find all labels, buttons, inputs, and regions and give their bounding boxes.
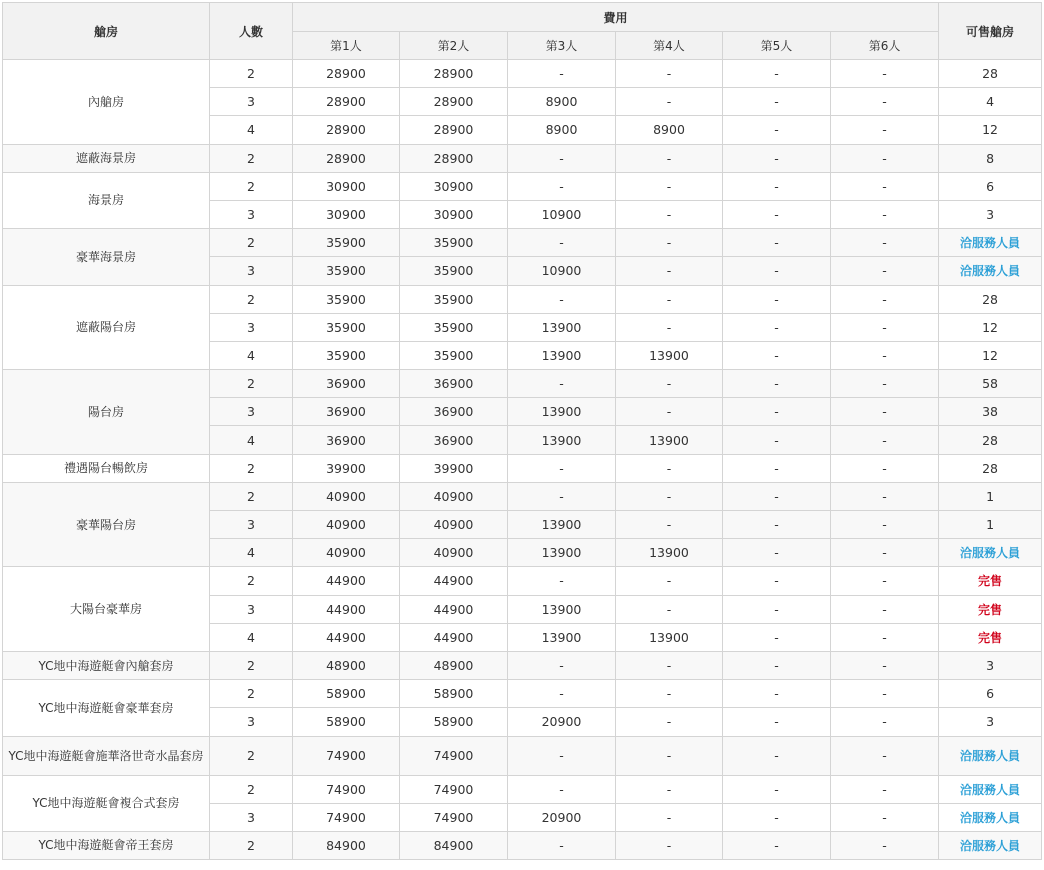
room-name: 內艙房 <box>3 60 210 145</box>
header-person-6: 第6人 <box>831 32 939 60</box>
price-person-4: - <box>616 511 723 539</box>
room-name: YC地中海遊艇會帝王套房 <box>3 831 210 859</box>
available-count: 1 <box>939 482 1042 510</box>
price-person-3: - <box>508 651 616 679</box>
price-person-2: 39900 <box>400 454 508 482</box>
header-room: 艙房 <box>3 3 210 60</box>
price-person-4: - <box>616 651 723 679</box>
available-count: 3 <box>939 651 1042 679</box>
price-person-5: - <box>723 831 831 859</box>
people-count: 2 <box>210 775 293 803</box>
people-count: 2 <box>210 454 293 482</box>
price-person-2: 36900 <box>400 370 508 398</box>
price-person-1: 40900 <box>293 539 400 567</box>
price-person-4: - <box>616 482 723 510</box>
table-row <box>3 144 1042 172</box>
price-person-5: - <box>723 595 831 623</box>
price-person-2: 28900 <box>400 116 508 144</box>
available-count: 28 <box>939 60 1042 88</box>
price-person-6: - <box>831 567 939 595</box>
price-person-6: - <box>831 60 939 88</box>
price-person-1: 44900 <box>293 595 400 623</box>
price-person-3: - <box>508 736 616 775</box>
price-person-4: - <box>616 60 723 88</box>
price-person-2: 28900 <box>400 60 508 88</box>
available-count: 3 <box>939 708 1042 736</box>
price-person-4: 8900 <box>616 116 723 144</box>
price-person-6: - <box>831 680 939 708</box>
price-person-4: - <box>616 313 723 341</box>
people-count: 2 <box>210 680 293 708</box>
price-person-1: 36900 <box>293 370 400 398</box>
price-person-3: - <box>508 831 616 859</box>
sold-out-badge: 完售 <box>939 595 1042 623</box>
price-person-6: - <box>831 88 939 116</box>
price-person-3: - <box>508 482 616 510</box>
table-row <box>3 370 1042 398</box>
price-person-2: 84900 <box>400 831 508 859</box>
contact-staff-link[interactable]: 洽服務人員 <box>939 229 1042 257</box>
price-person-1: 39900 <box>293 454 400 482</box>
price-person-6: - <box>831 398 939 426</box>
people-count: 2 <box>210 482 293 510</box>
price-person-3: 13900 <box>508 539 616 567</box>
price-person-5: - <box>723 144 831 172</box>
room-name: YC地中海遊艇會施華洛世奇水晶套房 <box>3 736 210 775</box>
people-count: 2 <box>210 285 293 313</box>
price-person-1: 30900 <box>293 200 400 228</box>
price-person-4: - <box>616 803 723 831</box>
price-person-5: - <box>723 454 831 482</box>
price-person-2: 36900 <box>400 426 508 454</box>
people-count: 3 <box>210 708 293 736</box>
sold-out-badge: 完售 <box>939 623 1042 651</box>
price-person-3: - <box>508 229 616 257</box>
price-person-3: 20900 <box>508 803 616 831</box>
price-person-6: - <box>831 539 939 567</box>
people-count: 2 <box>210 172 293 200</box>
header-available: 可售艙房 <box>939 3 1042 60</box>
price-person-2: 35900 <box>400 257 508 285</box>
price-person-4: - <box>616 567 723 595</box>
price-person-5: - <box>723 88 831 116</box>
price-person-4: - <box>616 200 723 228</box>
price-person-1: 35900 <box>293 341 400 369</box>
table-row <box>3 651 1042 679</box>
price-person-5: - <box>723 341 831 369</box>
price-person-5: - <box>723 680 831 708</box>
table-row <box>3 775 1042 803</box>
price-person-1: 28900 <box>293 144 400 172</box>
price-person-4: - <box>616 398 723 426</box>
price-person-5: - <box>723 736 831 775</box>
price-person-3: 8900 <box>508 116 616 144</box>
price-person-1: 40900 <box>293 511 400 539</box>
price-person-6: - <box>831 257 939 285</box>
price-person-3: 13900 <box>508 313 616 341</box>
price-person-2: 48900 <box>400 651 508 679</box>
price-person-4: 13900 <box>616 539 723 567</box>
price-person-6: - <box>831 482 939 510</box>
price-person-1: 36900 <box>293 398 400 426</box>
price-person-3: 13900 <box>508 511 616 539</box>
price-person-6: - <box>831 511 939 539</box>
price-person-4: - <box>616 454 723 482</box>
price-person-5: - <box>723 313 831 341</box>
price-person-3: - <box>508 60 616 88</box>
price-person-5: - <box>723 229 831 257</box>
price-person-2: 35900 <box>400 285 508 313</box>
people-count: 2 <box>210 651 293 679</box>
price-person-1: 48900 <box>293 651 400 679</box>
price-person-5: - <box>723 803 831 831</box>
people-count: 2 <box>210 567 293 595</box>
price-person-1: 35900 <box>293 313 400 341</box>
contact-staff-link[interactable]: 洽服務人員 <box>939 539 1042 567</box>
room-name: 禮遇陽台暢飲房 <box>3 454 210 482</box>
price-person-5: - <box>723 116 831 144</box>
price-person-3: - <box>508 454 616 482</box>
available-count: 38 <box>939 398 1042 426</box>
table-row <box>3 482 1042 510</box>
price-person-2: 74900 <box>400 775 508 803</box>
price-person-3: 13900 <box>508 595 616 623</box>
price-person-1: 74900 <box>293 736 400 775</box>
price-person-6: - <box>831 144 939 172</box>
price-person-1: 40900 <box>293 482 400 510</box>
price-person-5: - <box>723 398 831 426</box>
price-person-4: - <box>616 595 723 623</box>
available-count: 12 <box>939 116 1042 144</box>
price-person-6: - <box>831 775 939 803</box>
price-person-2: 58900 <box>400 680 508 708</box>
available-count: 1 <box>939 511 1042 539</box>
cabin-price-table <box>2 2 1042 860</box>
price-person-4: - <box>616 285 723 313</box>
price-person-1: 28900 <box>293 116 400 144</box>
price-person-6: - <box>831 341 939 369</box>
header-person-5: 第5人 <box>723 32 831 60</box>
table-row <box>3 831 1042 859</box>
people-count: 4 <box>210 623 293 651</box>
price-person-2: 58900 <box>400 708 508 736</box>
price-person-2: 28900 <box>400 88 508 116</box>
people-count: 3 <box>210 803 293 831</box>
people-count: 3 <box>210 200 293 228</box>
price-person-4: - <box>616 229 723 257</box>
available-count: 6 <box>939 172 1042 200</box>
table-row <box>3 229 1042 257</box>
price-person-6: - <box>831 831 939 859</box>
price-person-6: - <box>831 172 939 200</box>
price-person-3: - <box>508 680 616 708</box>
header-person-4: 第4人 <box>616 32 723 60</box>
people-count: 2 <box>210 229 293 257</box>
price-person-2: 74900 <box>400 803 508 831</box>
price-person-3: 8900 <box>508 88 616 116</box>
available-count: 6 <box>939 680 1042 708</box>
price-person-5: - <box>723 257 831 285</box>
price-person-6: - <box>831 736 939 775</box>
room-name: 遮蔽海景房 <box>3 144 210 172</box>
price-person-5: - <box>723 623 831 651</box>
people-count: 2 <box>210 60 293 88</box>
price-person-1: 44900 <box>293 623 400 651</box>
price-person-2: 35900 <box>400 341 508 369</box>
price-person-1: 35900 <box>293 285 400 313</box>
contact-staff-link[interactable]: 洽服務人員 <box>939 775 1042 803</box>
room-name: 陽台房 <box>3 370 210 455</box>
price-person-1: 44900 <box>293 567 400 595</box>
price-person-5: - <box>723 539 831 567</box>
price-person-6: - <box>831 370 939 398</box>
price-person-2: 35900 <box>400 313 508 341</box>
price-person-1: 36900 <box>293 426 400 454</box>
price-person-5: - <box>723 651 831 679</box>
available-count: 8 <box>939 144 1042 172</box>
price-person-6: - <box>831 200 939 228</box>
available-count: 3 <box>939 200 1042 228</box>
price-person-3: - <box>508 172 616 200</box>
price-person-5: - <box>723 285 831 313</box>
table-row <box>3 736 1042 775</box>
price-person-1: 30900 <box>293 172 400 200</box>
price-person-3: 13900 <box>508 623 616 651</box>
available-count: 12 <box>939 313 1042 341</box>
available-count: 28 <box>939 454 1042 482</box>
room-name: 海景房 <box>3 172 210 228</box>
room-name: 遮蔽陽台房 <box>3 285 210 370</box>
price-person-6: - <box>831 426 939 454</box>
available-count: 58 <box>939 370 1042 398</box>
table-body <box>3 60 1042 860</box>
price-person-5: - <box>723 426 831 454</box>
header-person-1: 第1人 <box>293 32 400 60</box>
header-fee: 費用 <box>293 3 939 32</box>
price-person-4: - <box>616 708 723 736</box>
price-person-1: 28900 <box>293 88 400 116</box>
price-person-5: - <box>723 567 831 595</box>
people-count: 4 <box>210 539 293 567</box>
price-person-6: - <box>831 313 939 341</box>
price-person-1: 74900 <box>293 775 400 803</box>
people-count: 3 <box>210 595 293 623</box>
price-person-2: 36900 <box>400 398 508 426</box>
header-people: 人數 <box>210 3 293 60</box>
price-person-4: - <box>616 680 723 708</box>
price-person-1: 58900 <box>293 708 400 736</box>
price-person-4: - <box>616 144 723 172</box>
price-person-2: 44900 <box>400 567 508 595</box>
price-person-1: 35900 <box>293 229 400 257</box>
price-person-6: - <box>831 623 939 651</box>
room-name: 豪華陽台房 <box>3 482 210 567</box>
price-person-2: 44900 <box>400 623 508 651</box>
people-count: 3 <box>210 398 293 426</box>
header-person-2: 第2人 <box>400 32 508 60</box>
price-person-3: 13900 <box>508 398 616 426</box>
price-person-5: - <box>723 200 831 228</box>
people-count: 3 <box>210 88 293 116</box>
people-count: 2 <box>210 370 293 398</box>
room-name: YC地中海遊艇會內艙套房 <box>3 651 210 679</box>
people-count: 2 <box>210 736 293 775</box>
price-person-6: - <box>831 651 939 679</box>
price-person-4: - <box>616 736 723 775</box>
price-person-4: 13900 <box>616 426 723 454</box>
price-person-4: - <box>616 172 723 200</box>
table-row <box>3 172 1042 200</box>
contact-staff-link[interactable]: 洽服務人員 <box>939 257 1042 285</box>
price-person-5: - <box>723 482 831 510</box>
available-count: 12 <box>939 341 1042 369</box>
price-person-3: 20900 <box>508 708 616 736</box>
price-person-6: - <box>831 454 939 482</box>
price-person-2: 28900 <box>400 144 508 172</box>
price-person-3: - <box>508 775 616 803</box>
available-count: 28 <box>939 285 1042 313</box>
table-row <box>3 454 1042 482</box>
contact-staff-link[interactable]: 洽服務人員 <box>939 736 1042 775</box>
price-person-2: 35900 <box>400 229 508 257</box>
room-name: 大陽台豪華房 <box>3 567 210 652</box>
table-row <box>3 680 1042 708</box>
people-count: 4 <box>210 341 293 369</box>
people-count: 2 <box>210 144 293 172</box>
price-person-2: 74900 <box>400 736 508 775</box>
price-person-2: 40900 <box>400 539 508 567</box>
price-person-6: - <box>831 803 939 831</box>
price-person-3: 13900 <box>508 341 616 369</box>
price-person-2: 30900 <box>400 200 508 228</box>
price-person-2: 40900 <box>400 511 508 539</box>
price-person-6: - <box>831 116 939 144</box>
price-person-4: 13900 <box>616 623 723 651</box>
price-person-6: - <box>831 285 939 313</box>
header-person-3: 第3人 <box>508 32 616 60</box>
table-row <box>3 567 1042 595</box>
people-count: 2 <box>210 831 293 859</box>
price-person-3: - <box>508 144 616 172</box>
contact-staff-link[interactable]: 洽服務人員 <box>939 831 1042 859</box>
price-person-3: 10900 <box>508 200 616 228</box>
price-person-5: - <box>723 511 831 539</box>
price-person-4: - <box>616 257 723 285</box>
price-person-2: 44900 <box>400 595 508 623</box>
people-count: 3 <box>210 257 293 285</box>
price-person-1: 84900 <box>293 831 400 859</box>
people-count: 3 <box>210 511 293 539</box>
price-person-4: - <box>616 370 723 398</box>
price-person-3: - <box>508 285 616 313</box>
room-name: 豪華海景房 <box>3 229 210 285</box>
price-person-4: - <box>616 88 723 116</box>
room-name: YC地中海遊艇會豪華套房 <box>3 680 210 736</box>
price-person-5: - <box>723 775 831 803</box>
price-person-4: 13900 <box>616 341 723 369</box>
price-person-3: 10900 <box>508 257 616 285</box>
price-person-6: - <box>831 708 939 736</box>
available-count: 28 <box>939 426 1042 454</box>
sold-out-badge: 完售 <box>939 567 1042 595</box>
contact-staff-link[interactable]: 洽服務人員 <box>939 803 1042 831</box>
price-person-1: 74900 <box>293 803 400 831</box>
people-count: 3 <box>210 313 293 341</box>
price-person-5: - <box>723 172 831 200</box>
price-person-3: 13900 <box>508 426 616 454</box>
price-person-2: 40900 <box>400 482 508 510</box>
price-person-5: - <box>723 60 831 88</box>
price-person-4: - <box>616 775 723 803</box>
price-person-5: - <box>723 708 831 736</box>
price-person-5: - <box>723 370 831 398</box>
people-count: 4 <box>210 426 293 454</box>
table-row <box>3 285 1042 313</box>
table-row <box>3 60 1042 88</box>
price-person-1: 35900 <box>293 257 400 285</box>
available-count: 4 <box>939 88 1042 116</box>
price-person-1: 28900 <box>293 60 400 88</box>
price-person-6: - <box>831 229 939 257</box>
room-name: YC地中海遊艇會複合式套房 <box>3 775 210 831</box>
price-person-3: - <box>508 567 616 595</box>
price-person-1: 58900 <box>293 680 400 708</box>
price-person-4: - <box>616 831 723 859</box>
people-count: 4 <box>210 116 293 144</box>
price-person-3: - <box>508 370 616 398</box>
price-person-6: - <box>831 595 939 623</box>
price-person-2: 30900 <box>400 172 508 200</box>
